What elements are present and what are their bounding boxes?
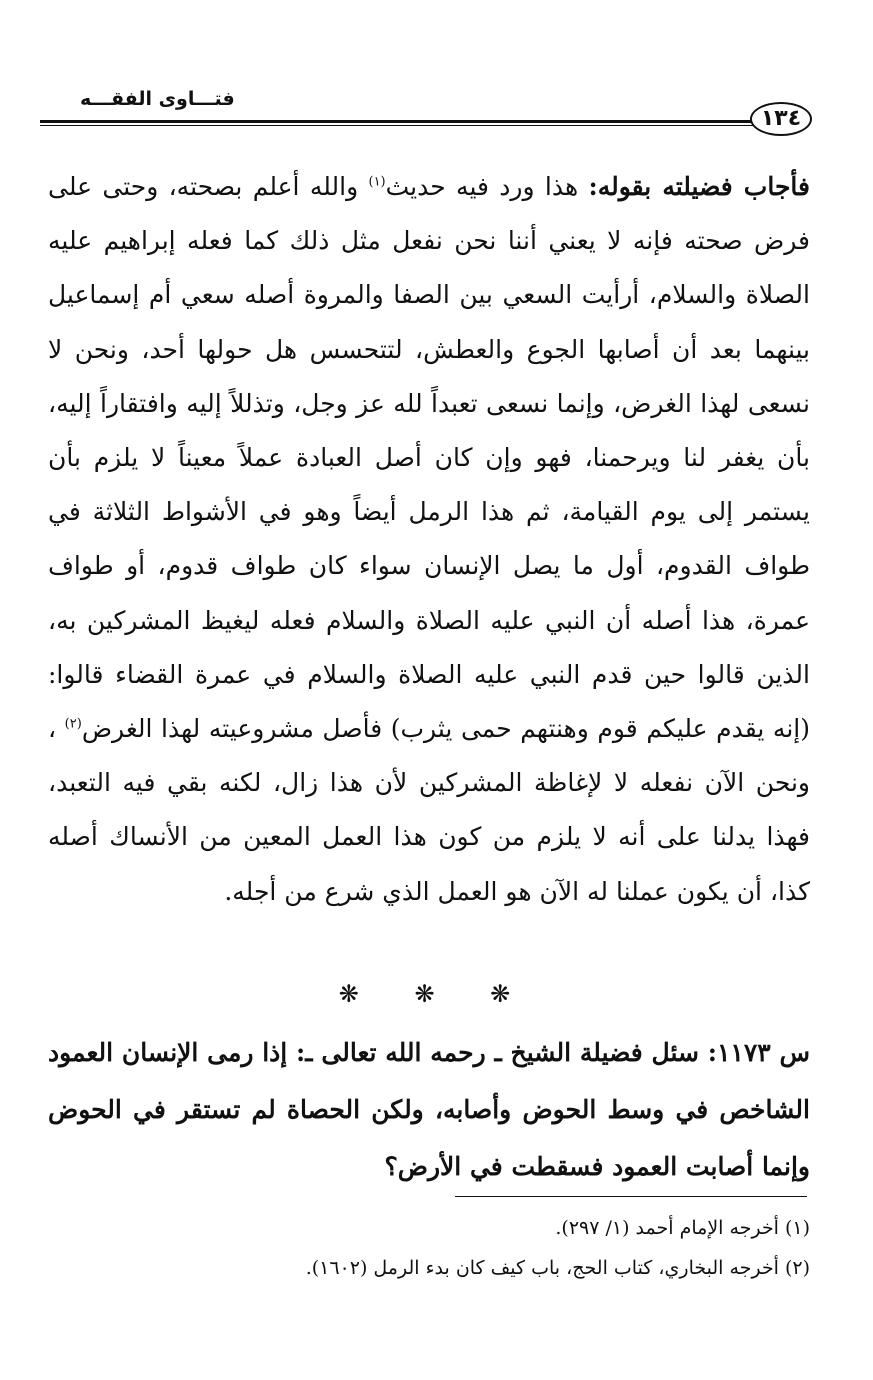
footnotes: [48, 1208, 810, 1288]
footnote-ref-2[interactable]: (٢): [64, 716, 82, 732]
answer-lead: فأجاب فضيلته بقوله:: [588, 172, 810, 201]
footnote-rule: [455, 1196, 807, 1197]
footnote-2: (٢) أخرجه البخاري، كتاب الحج، باب كيف كان بدء الرمل (١٦٠٢).: [305, 1257, 810, 1279]
section-separator: ❋ ❋ ❋: [338, 980, 535, 1008]
page-number-badge: ١٣٤: [750, 102, 812, 136]
question-paragraph: س ١١٧٣: سئل فضيلة الشيخ ـ رحمه الله تعالى ـ: إذا رمى الإنسان العمود الشاخص في وسط الحوض وأصابه، ولكن الحصاة لم تستقر في الحوض وإنما أصابت العمود فسقطت في الأرض؟: [48, 1038, 810, 1181]
footnote-ref-1[interactable]: (١): [368, 174, 386, 190]
answer-paragraph: [48, 160, 810, 919]
answer-text: والله أعلم بصحته، وحتى على فرض صحته فإنه لا يعني أننا نحن نفعل مثل ذلك كما فعله إبراهيم عليه الصلاة والسلام، أرأيت السعي بين الصفا والمروة أصله سعي أم إسماعيل بينهما بعد أن أصابها الجوع والعطش، لتتحسس هل حولها أحد، ونحن لا نسعى لهذا الغرض، وإنما نسعى تعبداً لله عز وجل، وتذللاً إليه وافتقاراً إليه، بأن يغفر لنا ويرحمنا، فهو وإن كان أصل العبادة عملاً معيناً لا يلزم بأن يستمر إلى يوم القيامة، ثم هذا الرمل أيضاً وهو في الأشواط الثلاثة في طواف القدوم، أول ما يصل الإنسان سواء كان طواف قدوم، أو طواف عمرة، هذا أصله أن النبي عليه الصلاة والسلام فعله ليغيظ المشركين به، الذين قالوا حين قدم النبي عليه الصلاة والسلام في عمرة القضاء قالوا: (إنه يقدم عليكم قوم وهنتهم حمى يثرب) فأصل مشروعيته لهذا الغرض: [48, 172, 810, 744]
header-rule: [40, 120, 758, 126]
running-title: فتـــاوى الفقـــه: [80, 88, 235, 110]
answer-text-end: ، ونحن الآن نفعله لا لإغاظة المشركين لأن هذا زال، لكنه بقي فيه التعبد، فهذا يدلنا على أنه لا يلزم من كون هذا العمل المعين من الأنساك أصله كذا، أن يكون عملنا له الآن هو العمل الذي شرع من أجله.: [48, 714, 810, 906]
page-header: [40, 88, 812, 138]
footnote-1: (١) أخرجه الإمام أحمد (١/ ٢٩٧).: [555, 1217, 810, 1239]
answer-intro: هذا ورد فيه حديث: [385, 172, 589, 201]
